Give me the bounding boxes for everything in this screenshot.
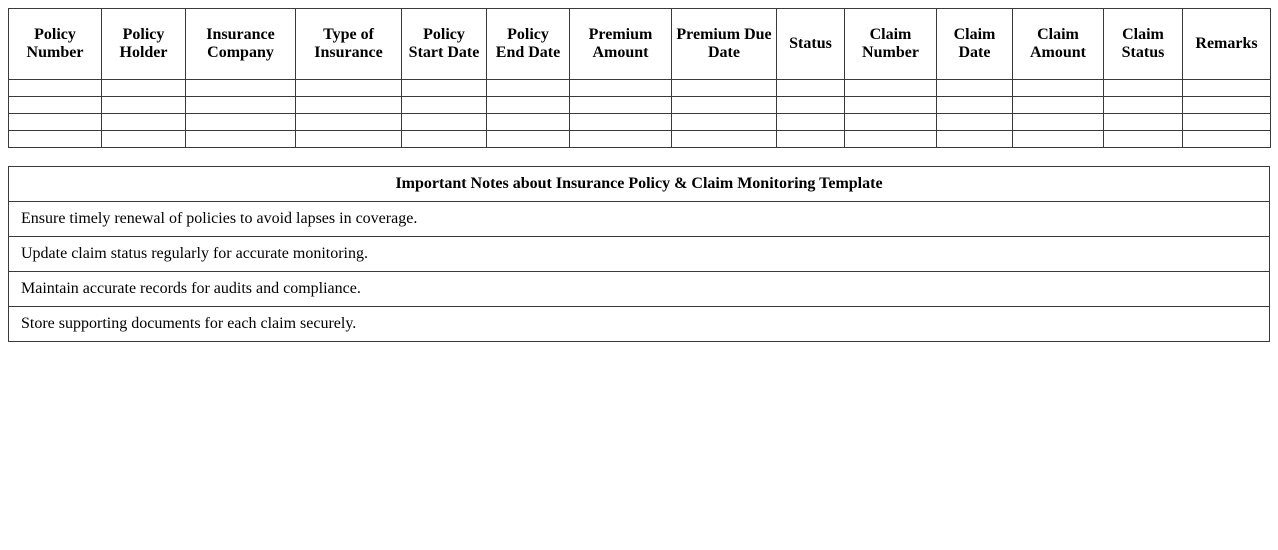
page-content	[8, 8, 1270, 342]
notes-title: Important Notes about Insurance Policy & Claim Monitoring Template	[9, 167, 1270, 202]
table-cell[interactable]	[1183, 131, 1271, 148]
table-cell[interactable]	[402, 114, 487, 131]
table-cell[interactable]	[1013, 97, 1104, 114]
table-cell[interactable]	[672, 97, 777, 114]
table-cell[interactable]	[777, 114, 845, 131]
table-cell[interactable]	[1183, 80, 1271, 97]
col-claim-amount: Claim Amount	[1013, 9, 1104, 80]
table-row	[9, 80, 1271, 97]
table-row	[9, 114, 1271, 131]
note-row	[9, 272, 1270, 307]
col-remarks: Remarks	[1183, 9, 1271, 80]
note-row	[9, 307, 1270, 342]
table-cell[interactable]	[570, 97, 672, 114]
table-cell[interactable]	[9, 97, 102, 114]
table-cell[interactable]	[296, 80, 402, 97]
table-cell[interactable]	[296, 114, 402, 131]
table-cell[interactable]	[1104, 131, 1183, 148]
notes-table	[8, 166, 1270, 342]
table-cell[interactable]	[672, 80, 777, 97]
table-cell[interactable]	[487, 97, 570, 114]
table-cell[interactable]	[937, 114, 1013, 131]
table-cell[interactable]	[777, 97, 845, 114]
table-cell[interactable]	[845, 131, 937, 148]
table-cell[interactable]	[1013, 80, 1104, 97]
table-cell[interactable]	[102, 80, 186, 97]
table-row	[9, 97, 1271, 114]
table-cell[interactable]	[1183, 114, 1271, 131]
col-policy-start-date: Policy Start Date	[402, 9, 487, 80]
table-cell[interactable]	[1104, 80, 1183, 97]
table-cell[interactable]	[570, 131, 672, 148]
table-cell[interactable]	[102, 114, 186, 131]
table-row	[9, 131, 1271, 148]
table-cell[interactable]	[1013, 114, 1104, 131]
note-item: Update claim status regularly for accurate monitoring.	[9, 237, 1270, 272]
table-cell[interactable]	[1104, 97, 1183, 114]
col-premium-amount: Premium Amount	[570, 9, 672, 80]
table-cell[interactable]	[487, 80, 570, 97]
table-cell[interactable]	[672, 114, 777, 131]
col-status: Status	[777, 9, 845, 80]
table-cell[interactable]	[402, 131, 487, 148]
note-item: Ensure timely renewal of policies to avoid lapses in coverage.	[9, 202, 1270, 237]
table-cell[interactable]	[937, 97, 1013, 114]
table-cell[interactable]	[296, 131, 402, 148]
table-cell[interactable]	[937, 131, 1013, 148]
col-policy-number: Policy Number	[9, 9, 102, 80]
table-cell[interactable]	[9, 131, 102, 148]
insurance-tracker-table	[8, 8, 1271, 148]
table-cell[interactable]	[845, 80, 937, 97]
notes-header-row	[9, 167, 1270, 202]
table-cell[interactable]	[186, 97, 296, 114]
table-cell[interactable]	[1013, 131, 1104, 148]
table-cell[interactable]	[777, 80, 845, 97]
table-cell[interactable]	[672, 131, 777, 148]
col-claim-number: Claim Number	[845, 9, 937, 80]
table-cell[interactable]	[1183, 97, 1271, 114]
table-cell[interactable]	[937, 80, 1013, 97]
table-cell[interactable]	[296, 97, 402, 114]
note-item: Maintain accurate records for audits and compliance.	[9, 272, 1270, 307]
table-cell[interactable]	[1104, 114, 1183, 131]
tracker-body	[9, 80, 1271, 148]
table-cell[interactable]	[186, 131, 296, 148]
col-claim-date: Claim Date	[937, 9, 1013, 80]
note-row	[9, 237, 1270, 272]
col-policy-end-date: Policy End Date	[487, 9, 570, 80]
col-premium-due-date: Premium Due Date	[672, 9, 777, 80]
table-cell[interactable]	[570, 80, 672, 97]
col-claim-status: Claim Status	[1104, 9, 1183, 80]
col-insurance-company: Insurance Company	[186, 9, 296, 80]
table-cell[interactable]	[9, 80, 102, 97]
header-row	[9, 9, 1271, 80]
note-row	[9, 202, 1270, 237]
table-cell[interactable]	[845, 114, 937, 131]
table-cell[interactable]	[186, 114, 296, 131]
note-item: Store supporting documents for each claim securely.	[9, 307, 1270, 342]
table-cell[interactable]	[402, 80, 487, 97]
col-policy-holder: Policy Holder	[102, 9, 186, 80]
table-cell[interactable]	[102, 97, 186, 114]
table-cell[interactable]	[102, 131, 186, 148]
table-cell[interactable]	[402, 97, 487, 114]
col-type-of-insurance: Type of Insurance	[296, 9, 402, 80]
table-cell[interactable]	[186, 80, 296, 97]
table-cell[interactable]	[9, 114, 102, 131]
table-cell[interactable]	[487, 131, 570, 148]
table-cell[interactable]	[777, 131, 845, 148]
table-cell[interactable]	[570, 114, 672, 131]
table-cell[interactable]	[487, 114, 570, 131]
table-cell[interactable]	[845, 97, 937, 114]
